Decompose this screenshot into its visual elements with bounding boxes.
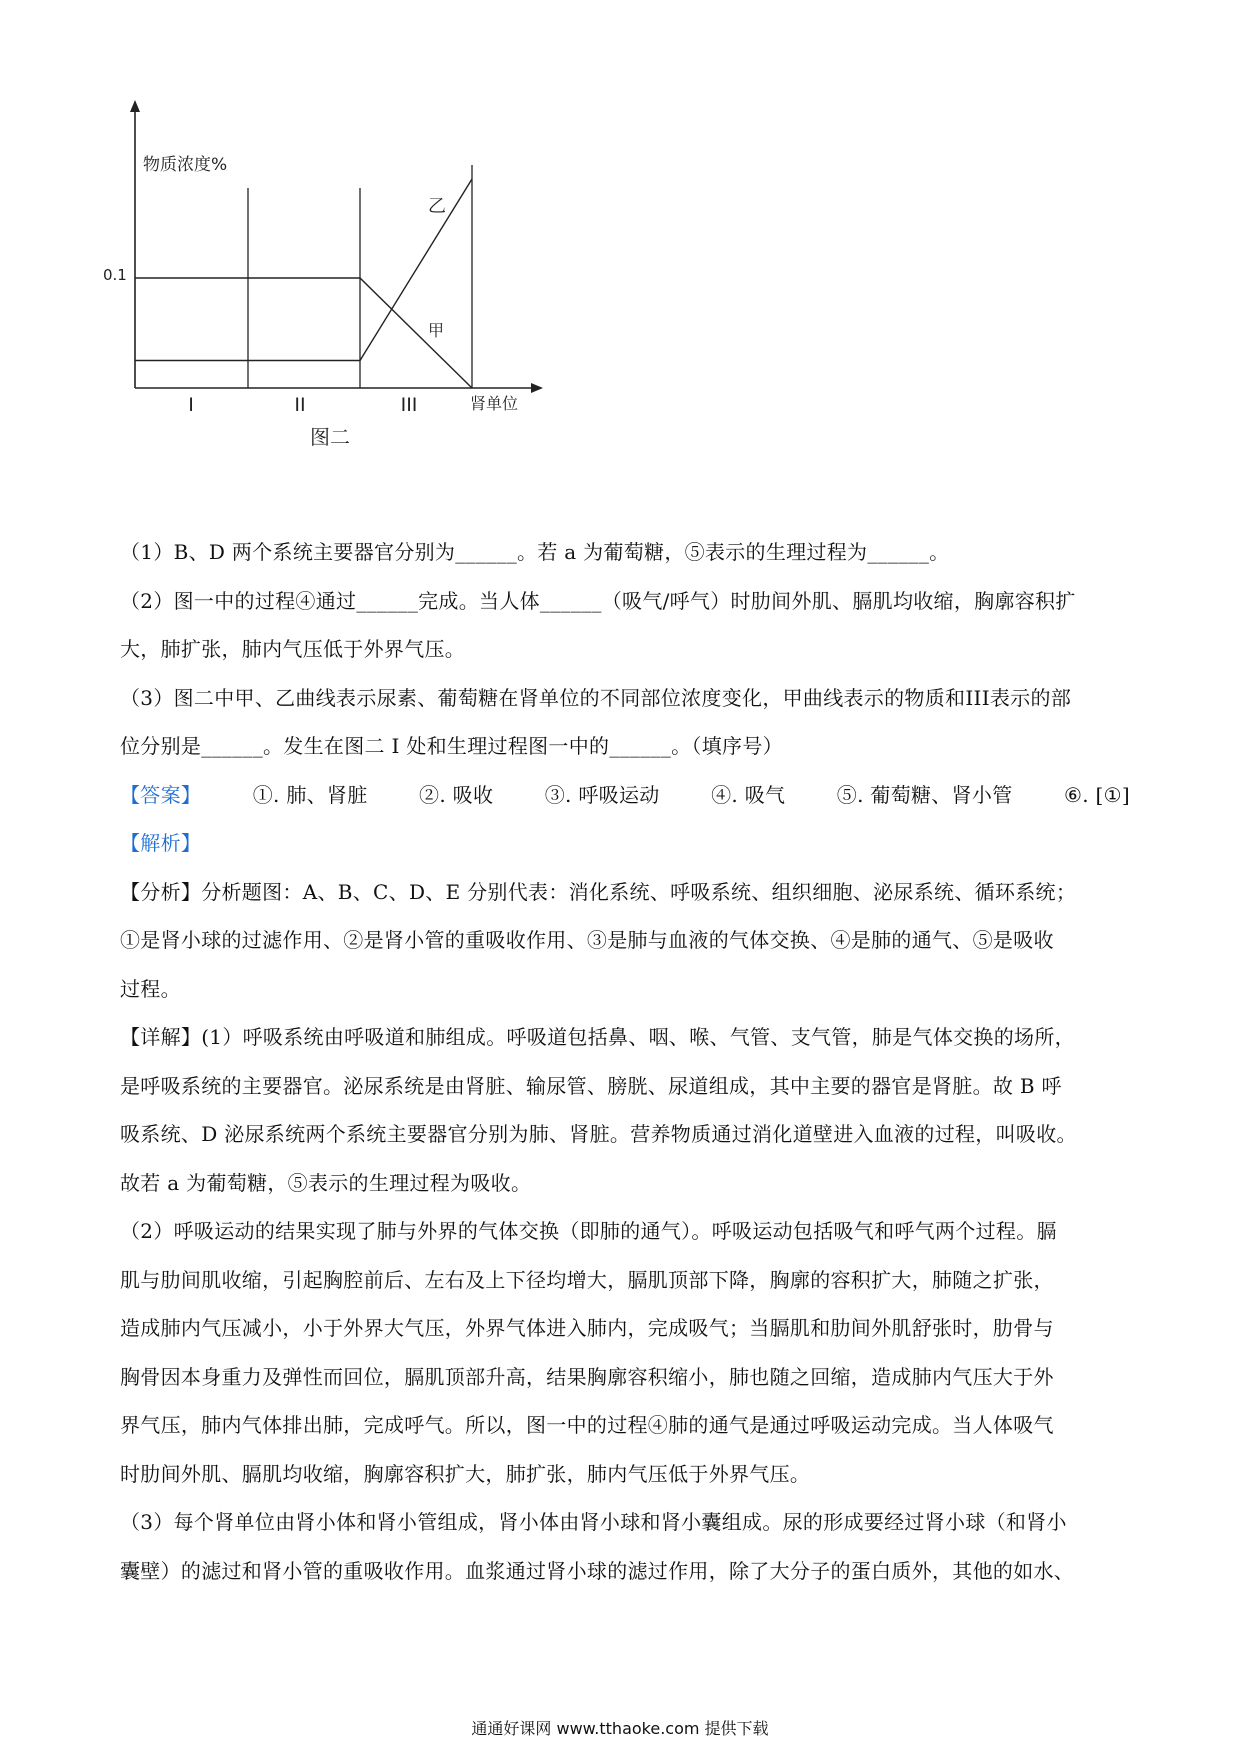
detail-1-line-2: 是呼吸系统的主要器官。泌尿系统是由肾脏、输尿管、膀胱、尿道组成，其中主要的器官是肾脏。故 B 呼 [120, 1073, 1062, 1098]
detail-1-line-3: 吸系统、D 泌尿系统两个系统主要器官分别为肺、肾脏。营养物质通过消化道壁进入血液的过程，叫吸收。 [120, 1122, 1077, 1146]
answer-tag: 【答案】 [120, 782, 202, 807]
analysis-fenxi-line-2: ①是肾小球的过滤作用、②是肾小管的重吸收作用、③是肺与血液的气体交换、④是肺的通气、⑤是吸收 [120, 928, 1054, 952]
detail-2-line-1: （2）呼吸运动的结果实现了肺与外界的气体交换（即肺的通气）。呼吸运动包括吸气和呼气两个过程。膈 [120, 1219, 1057, 1243]
x-axis-arrow [531, 383, 543, 393]
answer-item-6: ⑥. [①] [1064, 782, 1130, 807]
analysis-fenxi-line-3: 过程。 [120, 976, 181, 1001]
figure-2-chart [95, 100, 635, 520]
answer-item-2: ②. 吸收 [419, 782, 494, 807]
series-line-jia [135, 278, 472, 388]
detail-1-line-1: 【详解】(1）呼吸系统由呼吸道和肺组成。呼吸道包括鼻、咽、喉、气管、支气管，肺是气体交换的场所， [120, 1025, 1075, 1049]
document-body [120, 528, 1130, 1595]
question-2-line-2: 大，肺扩张，肺内气压低于外界气压。 [120, 637, 466, 661]
detail-2-line-2: 肌与肋间肌收缩，引起胸腔前后、左右及上下径均增大，膈肌顶部下降，胸廓的容积扩大，肺随之扩张， [120, 1267, 1054, 1292]
answer-item-3: ③. 呼吸运动 [544, 782, 660, 807]
answer-item-1: ①. 肺、肾脏 [252, 782, 368, 807]
question-1: （1）B、D 两个系统主要器官分别为______。若 a 为葡萄糖，⑤表示的生理过程为______。 [120, 540, 950, 564]
y-axis-label: 物质浓度% [143, 155, 228, 175]
x-axis-label: 肾单位 [470, 394, 519, 413]
curve-label-yi: 乙 [428, 196, 446, 217]
series-line-yi [135, 179, 472, 361]
region-label-1: I [188, 394, 194, 416]
detail-2-line-4: 胸骨因本身重力及弹性而回位，膈肌顶部升高，结果胸廓容积缩小，肺也随之回缩，造成肺内气压大于外 [120, 1364, 1054, 1389]
answer-item-4: ④. 吸气 [711, 782, 786, 807]
detail-2-line-6: 时肋间外肌、膈肌均收缩，胸廓容积扩大，肺扩张，肺内气压低于外界气压。 [120, 1461, 811, 1486]
page-footer: 通通好课网 www.tthaoke.com 提供下载 [471, 1719, 769, 1738]
analysis-tag: 【解析】 [120, 831, 202, 855]
curve-label-jia: 甲 [428, 321, 445, 340]
detail-2-line-3: 造成肺内气压减小，小于外界大气压，外界气体进入肺内，完成吸气；当膈肌和肋间外肌舒张时，肋骨与 [120, 1316, 1054, 1340]
analysis-fenxi-line-1: 【分析】分析题图：A、B、C、D、E 分别代表：消化系统、呼吸系统、组织细胞、泌尿系统、循环系统； [120, 879, 1077, 904]
answer-item-5: ⑤. 葡萄糖、肾小管 [836, 782, 1013, 807]
detail-3-line-2: 囊壁）的滤过和肾小管的重吸收作用。血浆通过肾小球的滤过作用，除了大分子的蛋白质外，其他的如水、 [120, 1558, 1075, 1583]
question-3-line-2: 位分别是______。发生在图二 I 处和生理过程图一中的______。（填序号） [120, 734, 783, 758]
question-3-line-1: （3）图二中甲、乙曲线表示尿素、葡萄糖在肾单位的不同部位浓度变化，甲曲线表示的物质和III表示的部 [120, 685, 1072, 710]
region-label-2: II [294, 394, 306, 416]
question-2-line-1: （2）图一中的过程④通过______完成。当人体______（吸气/呼气）时肋间外肌、膈肌均收缩，胸廓容积扩 [120, 588, 1076, 613]
figure-caption: 图二 [310, 425, 350, 449]
detail-3-line-1: （3）每个肾单位由肾小体和肾小管组成，肾小体由肾小球和肾小囊组成。尿的形成要经过肾小球（和肾小 [120, 1510, 1067, 1534]
detail-2-line-5: 界气压，肺内气体排出肺，完成呼气。所以，图一中的过程④肺的通气是通过呼吸运动完成。当人体吸气 [120, 1413, 1054, 1437]
region-label-3: III [400, 394, 418, 416]
answer-line [120, 771, 1130, 820]
y-axis-arrow [130, 100, 140, 112]
detail-1-line-4: 故若 a 为葡萄糖，⑤表示的生理过程为吸收。 [120, 1170, 532, 1195]
y-tick-label: 0.1 [103, 266, 127, 284]
